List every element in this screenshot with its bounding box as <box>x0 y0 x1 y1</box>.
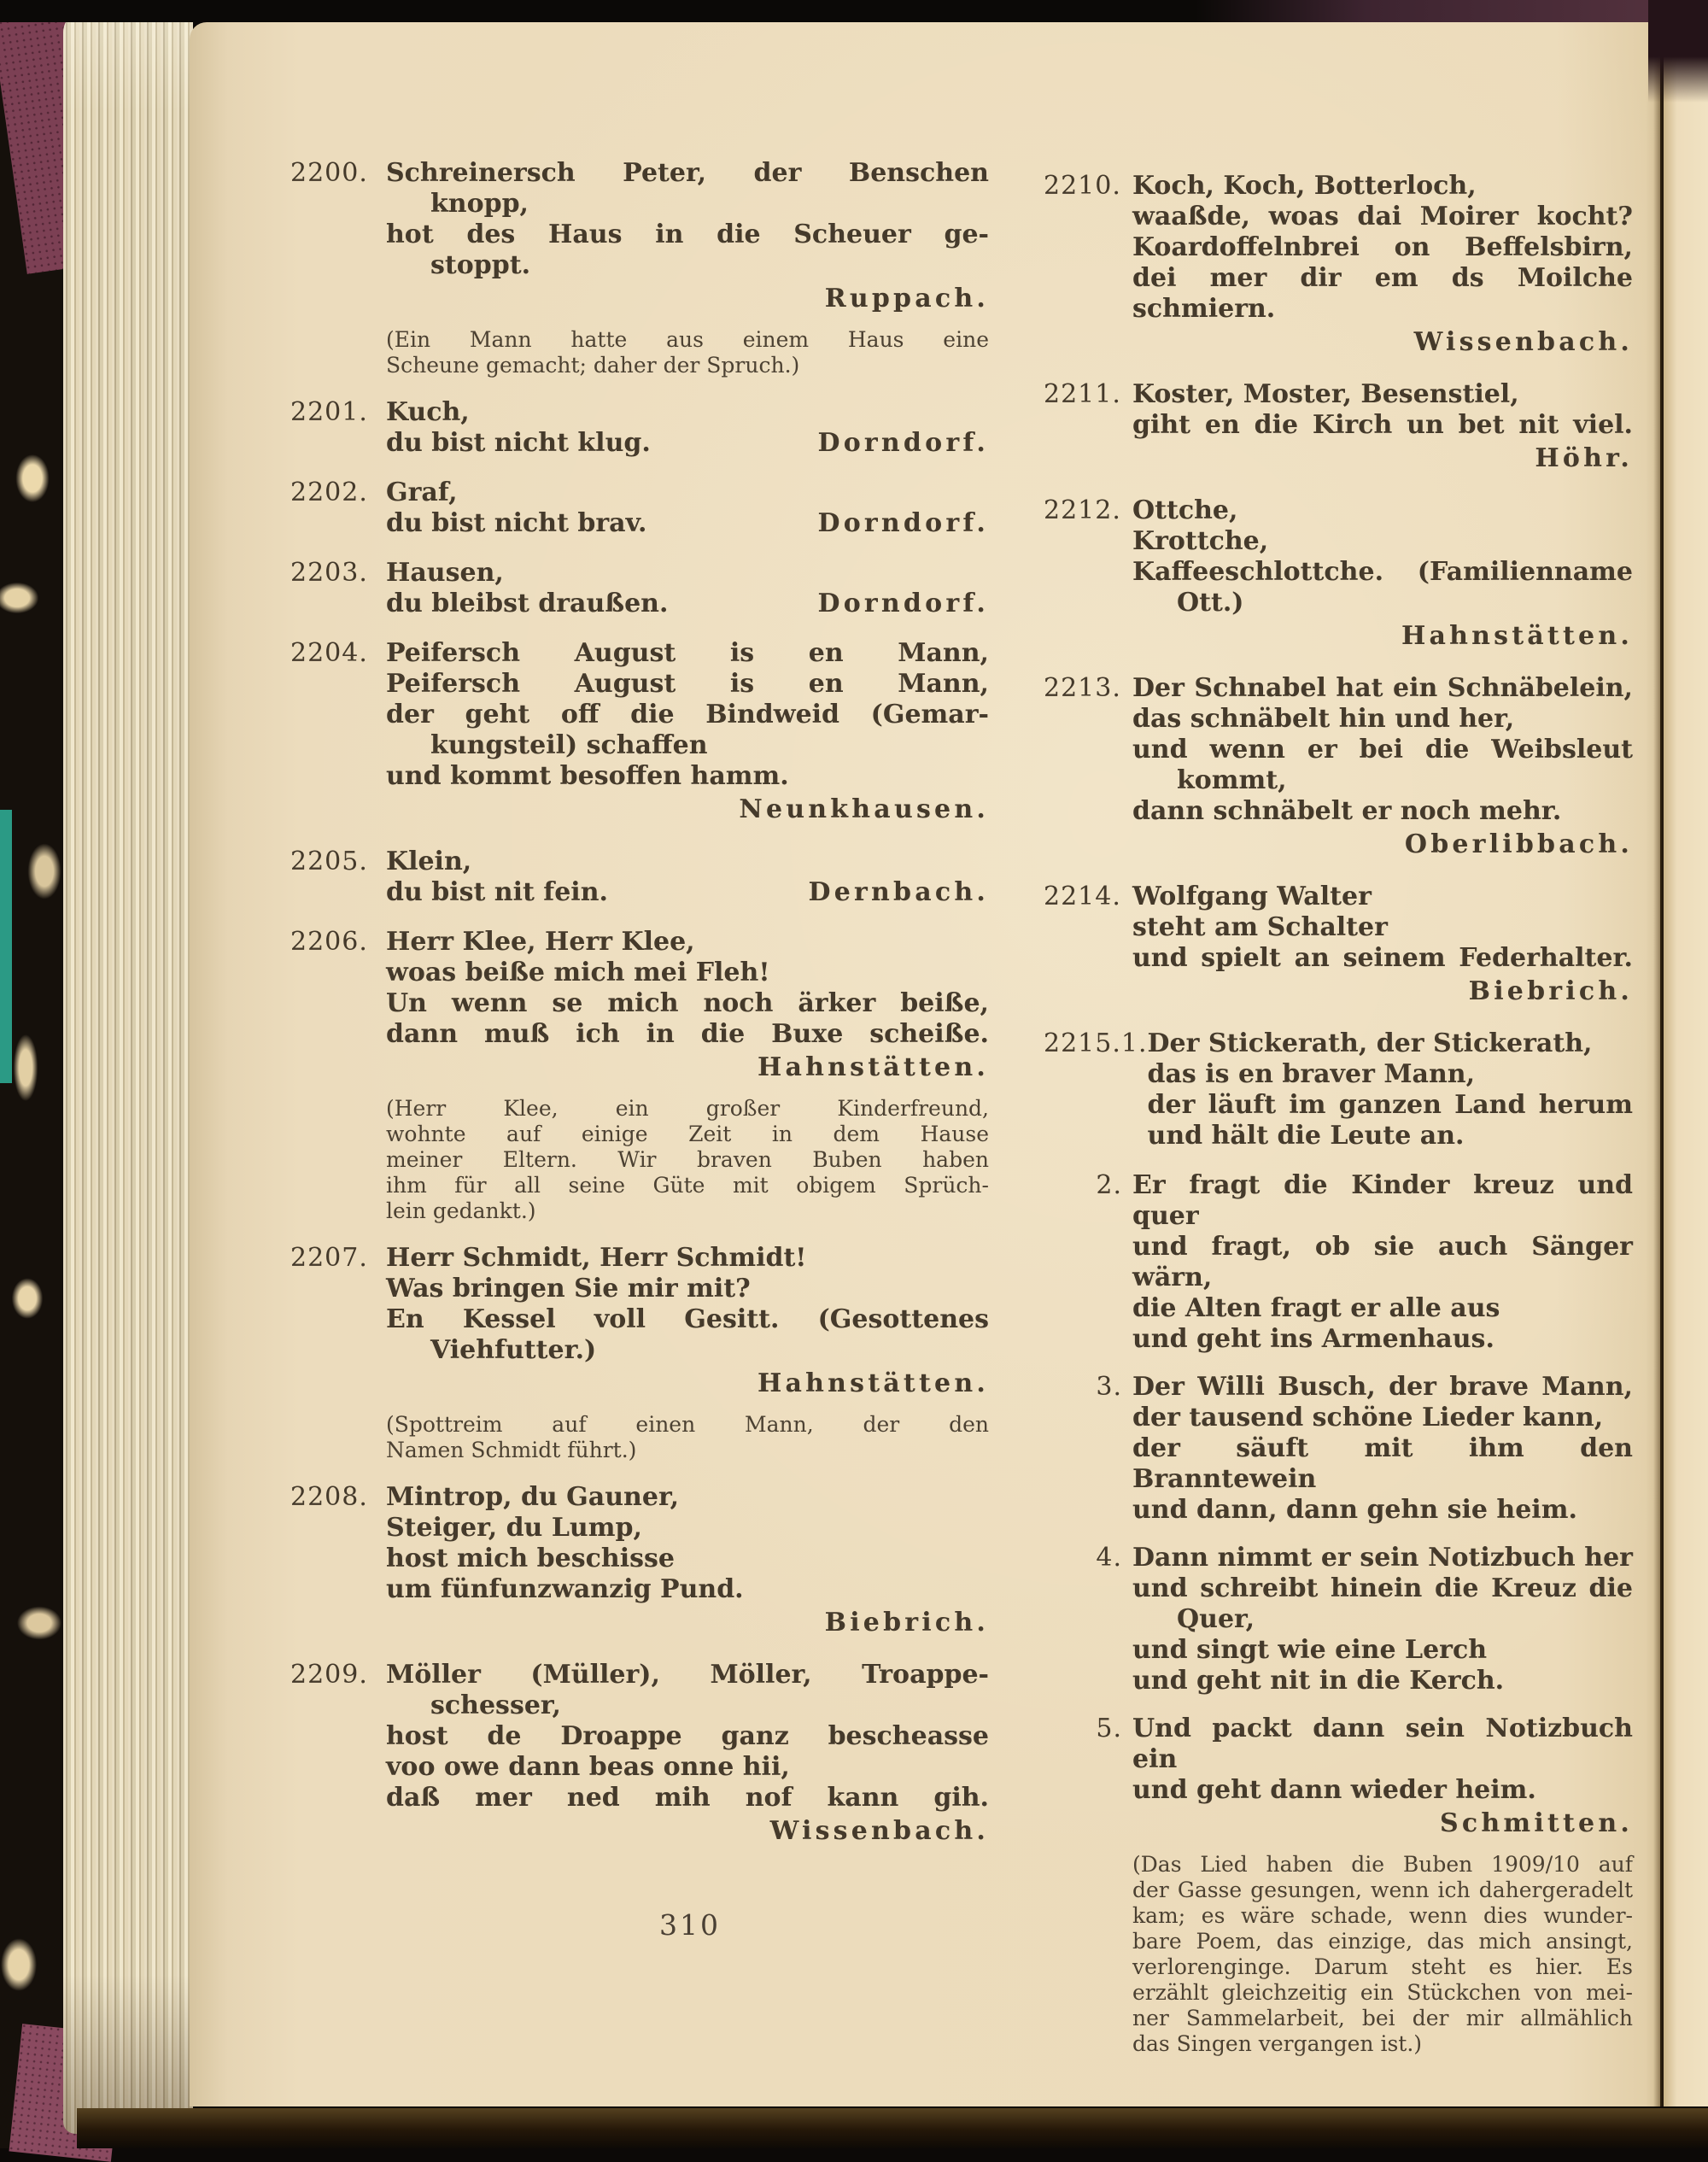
verse-line: dann muß ich in die Buxe scheiße. <box>386 1019 989 1049</box>
entry-body <box>386 397 989 459</box>
entry-number: 2203. <box>290 558 368 588</box>
verse-line: Dann nimmt er sein Notizbuch her <box>1132 1543 1633 1573</box>
entry-2212 <box>1044 495 1633 654</box>
place-name: Hahnstätten. <box>757 1052 989 1082</box>
entry-body <box>1132 1170 1633 1355</box>
verse-line: Quer, <box>1177 1604 1255 1634</box>
verse-line: host de Droappe ganz bescheasse <box>386 1721 989 1751</box>
entry-4 <box>1044 1543 1633 1696</box>
note-line: kam; es wäre schade, wenn dies wunder- <box>1132 1903 1633 1928</box>
verse-line: und schreibt hinein die Kreuz die <box>1132 1573 1633 1603</box>
verse-line: Herr Klee, Herr Klee, <box>386 927 695 957</box>
entry-2206 <box>290 927 989 1224</box>
verse-line: Krottche, <box>1132 526 1269 556</box>
note-line: der Gasse gesungen, wenn ich dahergeradelt <box>1132 1878 1633 1902</box>
book-cover-top-edge <box>0 0 1708 22</box>
verse-line: die Alten fragt er alle aus <box>1132 1293 1500 1323</box>
verse-line: Kaffeeschlottche. (Familienname <box>1132 557 1633 587</box>
verse-line: Der Schnabel hat ein Schnäbelein, <box>1132 673 1633 703</box>
verse-line: der läuft im ganzen Land herum <box>1147 1090 1633 1120</box>
verse-line: stoppt. <box>430 250 531 280</box>
verse-line: Wolfgang Walter <box>1132 882 1372 911</box>
entry-2215-1 <box>1044 1028 1633 1151</box>
entry-number: 2212. <box>1044 495 1121 525</box>
verse-line: das schnäbelt hin und her, <box>1132 704 1515 734</box>
verse-line: und fragt, ob sie auch Sänger wärn, <box>1132 1232 1633 1292</box>
entry-5 <box>1044 1714 1633 2057</box>
verse-line: dann schnäbelt er noch mehr. <box>1132 796 1562 826</box>
entry-number: 2. <box>1096 1170 1122 1200</box>
entry-body <box>1132 1372 1633 1526</box>
place-name: Dorndorf. <box>817 508 989 538</box>
entry-number: 2210. <box>1044 171 1121 201</box>
verse-line: Herr Schmidt, Herr Schmidt! <box>386 1243 807 1273</box>
note <box>386 1412 989 1463</box>
verse-line: Mintrop, du Gauner, <box>386 1482 680 1512</box>
entry-body <box>386 1482 989 1641</box>
verse-line: host mich beschisse <box>386 1544 675 1573</box>
entry-body <box>1132 1543 1633 1696</box>
note <box>386 1096 989 1224</box>
verse-line: dei mer dir em ds Moilche schmiern. <box>1132 263 1633 324</box>
entry-number: 2206. <box>290 927 368 957</box>
note-line: (Spottreim auf einen Mann, der den <box>386 1412 989 1437</box>
verse-line: Was bringen Sie mir mit? <box>386 1274 751 1304</box>
verse-line: voo owe dann beas onne hii, <box>386 1752 790 1782</box>
note <box>386 327 989 378</box>
note-line: (Herr Klee, ein großer Kinderfreund, <box>386 1096 989 1121</box>
entry-2 <box>1044 1170 1633 1355</box>
verse-line: der tausend schöne Lieder kann, <box>1132 1403 1604 1433</box>
place-name: Dorndorf. <box>817 428 989 458</box>
verse-line: und wenn er bei die Weibsleut <box>1132 735 1633 765</box>
verse-line: Schreinersch Peter, der Benschen <box>386 158 989 188</box>
next-page-edge <box>1664 53 1708 2106</box>
entry-3 <box>1044 1372 1633 1526</box>
verse-line: um fünfunzwanzig Pund. <box>386 1574 744 1604</box>
entry-body <box>386 638 989 828</box>
verse-line: Peifersch August is en Mann, <box>386 638 989 668</box>
entry-body <box>386 927 989 1224</box>
note-line: ihm für all seine Güte mit obigem Sprüch- <box>386 1173 989 1198</box>
place-name: Schmitten. <box>1440 1808 1633 1838</box>
verse-line: daß mer ned mih nof kann gih. <box>386 1783 989 1813</box>
entry-2201 <box>290 397 989 459</box>
entry-number: 2211. <box>1044 379 1121 409</box>
entry-2208 <box>290 1482 989 1641</box>
verse-line: Koardoffelnbrei on Beffelsbirn, <box>1132 232 1633 262</box>
page-number: 310 <box>659 1908 721 1942</box>
entry-number: 2207. <box>290 1243 368 1273</box>
verse-line: kommt, <box>1177 765 1287 795</box>
place-name: Biebrich. <box>1468 976 1633 1006</box>
note <box>1132 1852 1633 2057</box>
verse-text: du bist nit fein. <box>386 877 608 907</box>
verse-line: woas beiße mich mei Fleh! <box>386 958 770 987</box>
place-name: Dorndorf. <box>817 589 989 618</box>
verse-line: Un wenn se mich noch ärker beiße, <box>386 988 989 1018</box>
entry-2205 <box>290 847 989 908</box>
column-right <box>1044 171 1633 2074</box>
entry-number: 4. <box>1096 1543 1122 1573</box>
background-teal-patch <box>0 810 12 1083</box>
place-name: Dernbach. <box>808 877 989 907</box>
verse-line: Der Willi Busch, der brave Mann, <box>1132 1372 1633 1402</box>
entry-body <box>1132 171 1633 360</box>
entry-2211 <box>1044 379 1633 477</box>
place-name: Biebrich. <box>824 1608 989 1638</box>
entry-number: 2215.1. <box>1044 1028 1148 1058</box>
verse-line: und dann, dann gehn sie heim. <box>1132 1495 1577 1525</box>
verse-line: und geht dann wieder heim. <box>1132 1775 1536 1805</box>
entry-2203 <box>290 558 989 619</box>
verse-line: kungsteil) schaffen <box>430 730 708 760</box>
verse-line: und spielt an seinem Federhalter. <box>1132 943 1633 973</box>
verse-line: En Kessel voll Gesitt. (Gesottenes <box>386 1304 989 1334</box>
entry-2204 <box>290 638 989 828</box>
note-line: meiner Eltern. Wir braven Buben haben <box>386 1147 989 1172</box>
verse-line: Koster, Moster, Besenstiel, <box>1132 379 1519 409</box>
place-name: Wissenbach. <box>769 1816 989 1846</box>
note-line: (Ein Mann hatte aus einem Haus eine <box>386 327 989 352</box>
place-name: Wissenbach. <box>1413 327 1633 357</box>
entry-number: 3. <box>1096 1372 1122 1402</box>
book-bottom-shadow <box>77 2108 1708 2148</box>
entry-body <box>1148 1028 1633 1151</box>
verse-line: Der Stickerath, der Stickerath, <box>1147 1028 1593 1058</box>
verse-line: Und packt dann sein Notizbuch ein <box>1132 1714 1633 1774</box>
entry-2213 <box>1044 673 1633 863</box>
verse-line: Ottche, <box>1132 495 1238 525</box>
verse-line: der geht off die Bindweid (Gemar- <box>386 700 989 729</box>
note-line: erzählt gleichzeitig ein Stückchen von mei- <box>1132 1980 1633 2005</box>
entry-body <box>386 847 989 908</box>
entry-number: 2209. <box>290 1660 368 1690</box>
entry-2200 <box>290 158 989 378</box>
cover-corner-top-right <box>1648 0 1708 103</box>
entry-body <box>386 158 989 378</box>
verse-line: giht en die Kirch un bet nit viel. <box>1132 410 1633 440</box>
entry-number: 2205. <box>290 847 368 876</box>
verse-line: steht am Schalter <box>1132 912 1388 942</box>
verse-line <box>386 508 989 539</box>
verse-line: Möller (Müller), Möller, Troappe- <box>386 1660 989 1690</box>
entry-2214 <box>1044 882 1633 1010</box>
verse-text: du bist nicht brav. <box>386 508 647 538</box>
verse-line: waaßde, woas dai Moirer kocht? <box>1132 202 1633 231</box>
note-line: wohnte auf einige Zeit in dem Hause <box>386 1122 989 1146</box>
entry-body <box>386 478 989 539</box>
verse-line: der säuft mit ihm den Branntewein <box>1132 1433 1633 1494</box>
entry-number: 2208. <box>290 1482 368 1512</box>
entry-body <box>386 1660 989 1849</box>
column-left <box>290 158 989 1868</box>
verse-text: du bleibst draußen. <box>386 589 669 618</box>
verse-line <box>386 877 989 908</box>
place-name: Ruppach. <box>824 284 989 313</box>
verse-line: und kommt besoffen hamm. <box>386 761 789 791</box>
entry-number: 2213. <box>1044 673 1121 703</box>
entry-body <box>1132 673 1633 863</box>
place-name: Neunkhausen. <box>739 794 989 824</box>
note-line: Namen Schmidt führt.) <box>386 1438 637 1462</box>
verse-line: das is en braver Mann, <box>1147 1059 1476 1089</box>
verse-line: und singt wie eine Lerch <box>1132 1635 1488 1665</box>
note-line: das Singen vergangen ist.) <box>1132 2031 1423 2056</box>
verse-line <box>386 428 989 459</box>
entry-2210 <box>1044 171 1633 360</box>
entry-body <box>1132 379 1633 477</box>
place-name: Höhr. <box>1535 443 1633 473</box>
entry-2202 <box>290 478 989 539</box>
entry-body <box>386 1243 989 1463</box>
entry-body <box>386 558 989 619</box>
place-name: Hahnstätten. <box>757 1368 989 1398</box>
note-line: Scheune gemacht; daher der Spruch.) <box>386 353 800 378</box>
entry-number: 2200. <box>290 158 368 188</box>
note-line: lein gedankt.) <box>386 1198 536 1223</box>
note-line: verlorenginge. Darum steht es hier. Es <box>1132 1954 1633 1979</box>
verse-line: und geht nit in die Kerch. <box>1132 1666 1505 1696</box>
note-line: ner Sammelarbeit, bei der mir allmählich <box>1132 2006 1633 2030</box>
entry-number: 5. <box>1096 1714 1122 1743</box>
verse-text: du bist nicht klug. <box>386 428 651 458</box>
verse-line: und hält die Leute an. <box>1147 1121 1465 1151</box>
verse-line: schesser, <box>430 1690 561 1720</box>
entry-2209 <box>290 1660 989 1849</box>
verse-line: knopp, <box>430 189 529 219</box>
note-line: bare Poem, das einzige, das mich ansingt, <box>1132 1929 1633 1954</box>
verse-line: Klein, <box>386 847 472 876</box>
entry-body <box>1132 882 1633 1010</box>
verse-line: und geht ins Armenhaus. <box>1132 1324 1494 1354</box>
verse-line: Peifersch August is en Mann, <box>386 669 989 699</box>
entry-number: 2201. <box>290 397 368 427</box>
verse-line: hot des Haus in die Scheuer ge- <box>386 220 989 249</box>
verse-line: Er fragt die Kinder kreuz und quer <box>1132 1170 1633 1231</box>
place-name: Hahnstätten. <box>1401 621 1633 651</box>
entry-body <box>1132 1714 1633 2057</box>
verse-line: Ott.) <box>1177 588 1244 618</box>
entry-2207 <box>290 1243 989 1463</box>
verse-line <box>386 589 989 619</box>
verse-line: Hausen, <box>386 558 504 588</box>
verse-line: Koch, Koch, Botterloch, <box>1132 171 1477 201</box>
verse-line: Viehfutter.) <box>430 1335 597 1365</box>
verse-line: Steiger, du Lump, <box>386 1513 642 1543</box>
entry-body <box>1132 495 1633 654</box>
note-line: (Das Lied haben die Buben 1909/10 auf <box>1132 1852 1633 1877</box>
verse-line: Kuch, <box>386 397 470 427</box>
entry-number: 2204. <box>290 638 368 668</box>
verse-line: Graf, <box>386 478 458 507</box>
entry-number: 2202. <box>290 478 368 507</box>
place-name: Oberlibbach. <box>1404 829 1633 859</box>
page-stack-edges <box>63 10 193 2134</box>
entry-number: 2214. <box>1044 882 1121 911</box>
